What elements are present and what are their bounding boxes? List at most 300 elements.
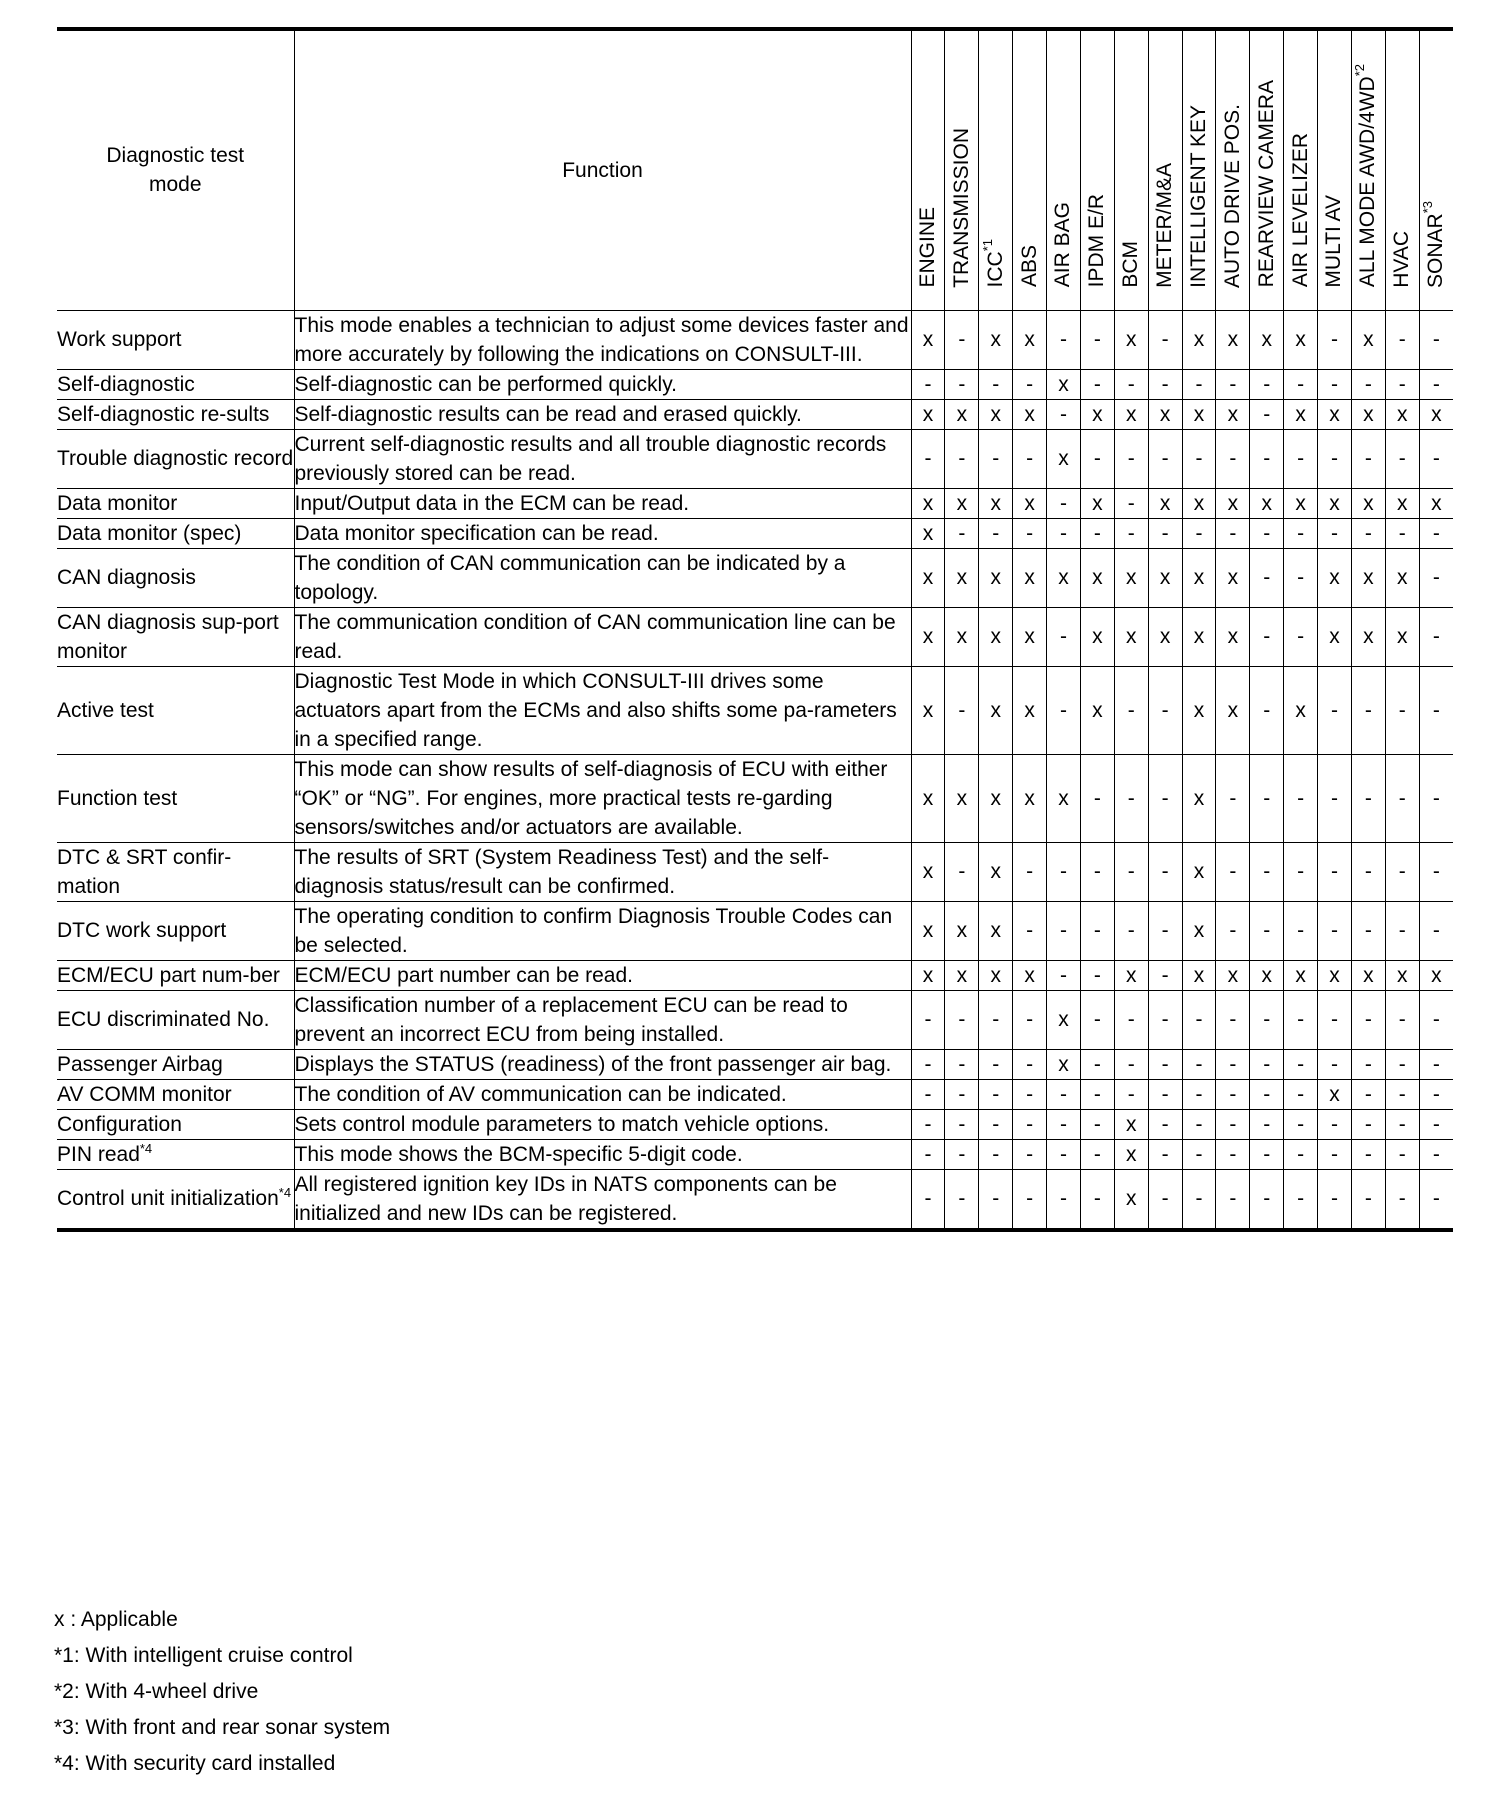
system-label: [1086, 194, 1108, 301]
mode-cell: [57, 842, 294, 901]
applicability-mark: x: [979, 842, 1013, 901]
applicability-mark: -: [1080, 1049, 1114, 1079]
applicability-mark: -: [911, 1139, 945, 1169]
applicability-mark: x: [911, 518, 945, 548]
applicability-mark: -: [1047, 518, 1081, 548]
applicability-mark: x: [1080, 548, 1114, 607]
applicability-mark: -: [1419, 1169, 1453, 1230]
applicability-mark: x: [979, 754, 1013, 842]
system-footnote-mark: *3: [1420, 200, 1436, 213]
applicability-mark: x: [1385, 399, 1419, 429]
applicability-mark: x: [1250, 310, 1284, 369]
applicability-mark: -: [1080, 1079, 1114, 1109]
applicability-mark: x: [1284, 488, 1318, 518]
applicability-mark: x: [1216, 548, 1250, 607]
applicability-mark: -: [1351, 1139, 1385, 1169]
header-system-icc: [979, 29, 1013, 310]
applicability-mark: x: [1013, 548, 1047, 607]
system-label: [1352, 64, 1380, 301]
applicability-mark: x: [1351, 960, 1385, 990]
table-row: [57, 429, 1453, 488]
applicability-mark: -: [1250, 518, 1284, 548]
header-system-hvac: [1385, 29, 1419, 310]
applicability-mark: -: [1114, 1049, 1148, 1079]
header-system-air-levelizer: [1284, 29, 1318, 310]
applicability-mark: -: [1284, 1169, 1318, 1230]
applicability-mark: x: [1114, 607, 1148, 666]
applicability-mark: -: [945, 1049, 979, 1079]
table-row: [57, 960, 1453, 990]
applicability-mark: -: [1351, 518, 1385, 548]
applicability-mark: x: [979, 960, 1013, 990]
applicability-mark: x: [1318, 399, 1352, 429]
applicability-mark: x: [911, 960, 945, 990]
applicability-mark: -: [1351, 754, 1385, 842]
applicability-mark: -: [1250, 666, 1284, 754]
function-cell: This mode can show results of self-diagnosis of ECU with either “OK” or “NG”. For engines, more practical tests re-garding sensors/switches and/or actuators are available.: [294, 754, 911, 842]
system-label-text: ICC: [983, 251, 1007, 288]
header-system-ipdm-e-r: [1080, 29, 1114, 310]
applicability-mark: x: [1013, 399, 1047, 429]
applicability-mark: x: [945, 901, 979, 960]
applicability-mark: x: [1114, 1109, 1148, 1139]
legend-item: *3: With front and rear sonar system: [54, 1716, 391, 1739]
applicability-mark: -: [945, 310, 979, 369]
applicability-mark: -: [1216, 1139, 1250, 1169]
applicability-mark: x: [1182, 901, 1216, 960]
applicability-mark: -: [1047, 607, 1081, 666]
applicability-mark: x: [1148, 548, 1182, 607]
applicability-mark: -: [1182, 990, 1216, 1049]
applicability-mark: x: [1385, 548, 1419, 607]
applicability-mark: x: [945, 488, 979, 518]
applicability-mark: x: [1114, 310, 1148, 369]
applicability-mark: -: [1250, 369, 1284, 399]
table-row: [57, 1139, 1453, 1169]
applicability-mark: -: [1114, 666, 1148, 754]
applicability-mark: x: [979, 666, 1013, 754]
applicability-mark: -: [1182, 1049, 1216, 1079]
applicability-mark: -: [1047, 960, 1081, 990]
applicability-mark: x: [1148, 607, 1182, 666]
applicability-mark: x: [1013, 310, 1047, 369]
system-label-text: MULTI AV: [1322, 194, 1346, 288]
mode-label: Configuration: [57, 1112, 182, 1136]
applicability-mark: x: [911, 548, 945, 607]
applicability-mark: -: [1284, 754, 1318, 842]
applicability-mark: -: [1216, 518, 1250, 548]
applicability-mark: -: [979, 1169, 1013, 1230]
applicability-mark: -: [1148, 666, 1182, 754]
mode-cell: [57, 1169, 294, 1230]
mode-footnote-mark: *4: [278, 1185, 292, 1200]
header-system-multi-av: [1318, 29, 1352, 310]
applicability-mark: -: [1419, 666, 1453, 754]
applicability-mark: x: [1318, 607, 1352, 666]
mode-label: Work support: [57, 328, 182, 351]
mode-cell: [57, 960, 294, 990]
applicability-mark: x: [1114, 1169, 1148, 1230]
applicability-mark: -: [1047, 901, 1081, 960]
applicability-mark: -: [1250, 842, 1284, 901]
applicability-mark: -: [1216, 1169, 1250, 1230]
applicability-mark: -: [1080, 960, 1114, 990]
applicability-mark: x: [1013, 488, 1047, 518]
applicability-mark: x: [945, 607, 979, 666]
header-system-meter-m-a: [1148, 29, 1182, 310]
applicability-mark: -: [1114, 990, 1148, 1049]
table-row: [57, 842, 1453, 901]
applicability-mark: -: [1318, 666, 1352, 754]
applicability-mark: x: [1114, 399, 1148, 429]
applicability-mark: -: [1351, 1169, 1385, 1230]
applicability-mark: -: [1013, 1169, 1047, 1230]
system-label: [979, 239, 1007, 301]
applicability-mark: -: [945, 1109, 979, 1139]
applicability-mark: -: [1250, 1049, 1284, 1079]
table-row: [57, 310, 1453, 369]
function-cell: Self-diagnostic results can be read and erased quickly.: [294, 399, 911, 429]
applicability-mark: -: [945, 369, 979, 399]
applicability-mark: -: [1080, 1139, 1114, 1169]
system-label-text: AUTO DRIVE POS.: [1220, 103, 1244, 288]
applicability-mark: x: [979, 399, 1013, 429]
applicability-mark: -: [1216, 754, 1250, 842]
applicability-mark: -: [1080, 310, 1114, 369]
applicability-mark: x: [1148, 488, 1182, 518]
applicability-mark: x: [911, 901, 945, 960]
applicability-mark: x: [1250, 488, 1284, 518]
applicability-mark: x: [979, 901, 1013, 960]
applicability-mark: -: [1182, 518, 1216, 548]
applicability-mark: x: [1114, 548, 1148, 607]
applicability-mark: -: [1148, 310, 1182, 369]
applicability-mark: -: [1318, 1109, 1352, 1139]
legend-item: x : Applicable: [54, 1608, 178, 1631]
applicability-mark: -: [1013, 990, 1047, 1049]
system-label: [1323, 195, 1345, 302]
applicability-mark: -: [1250, 399, 1284, 429]
applicability-mark: -: [1351, 990, 1385, 1049]
mode-label: CAN diagnosis sup-port monitor: [57, 610, 279, 663]
applicability-mark: x: [1114, 960, 1148, 990]
applicability-mark: x: [1216, 488, 1250, 518]
applicability-mark: -: [1250, 754, 1284, 842]
mode-cell: [57, 399, 294, 429]
applicability-mark: -: [1419, 310, 1453, 369]
table-row: [57, 754, 1453, 842]
applicability-mark: x: [1182, 666, 1216, 754]
applicability-mark: -: [1250, 429, 1284, 488]
applicability-mark: x: [1182, 607, 1216, 666]
table-row: [57, 1049, 1453, 1079]
header-system-intelligent-key: [1182, 29, 1216, 310]
header-system-air-bag: [1047, 29, 1081, 310]
applicability-mark: -: [1385, 666, 1419, 754]
legend-item: *2: With 4-wheel drive: [54, 1680, 259, 1703]
applicability-mark: x: [1114, 1139, 1148, 1169]
function-cell: Current self-diagnostic results and all trouble diagnostic records previously stored can be read.: [294, 429, 911, 488]
applicability-mark: x: [911, 754, 945, 842]
applicability-mark: -: [1047, 666, 1081, 754]
applicability-mark: -: [1250, 548, 1284, 607]
applicability-mark: -: [1385, 901, 1419, 960]
function-cell: Diagnostic Test Mode in which CONSULT-III drives some actuators apart from the ECMs and also shifts some pa-rameters in a specified range.: [294, 666, 911, 754]
mode-cell: [57, 1109, 294, 1139]
applicability-mark: x: [979, 488, 1013, 518]
applicability-mark: -: [1351, 901, 1385, 960]
applicability-mark: -: [1385, 1109, 1419, 1139]
applicability-mark: -: [1284, 548, 1318, 607]
applicability-mark: -: [1284, 369, 1318, 399]
applicability-mark: -: [1047, 1169, 1081, 1230]
applicability-mark: -: [1047, 842, 1081, 901]
applicability-mark: x: [945, 399, 979, 429]
applicability-mark: -: [1216, 429, 1250, 488]
applicability-mark: x: [1351, 607, 1385, 666]
function-cell: This mode shows the BCM-specific 5-digit code.: [294, 1139, 911, 1169]
applicability-mark: x: [1250, 960, 1284, 990]
applicability-mark: -: [1114, 369, 1148, 399]
applicability-mark: x: [1047, 548, 1081, 607]
applicability-mark: -: [1351, 842, 1385, 901]
applicability-mark: -: [1080, 901, 1114, 960]
applicability-mark: -: [1318, 518, 1352, 548]
mode-label: DTC & SRT confir-mation: [57, 845, 232, 898]
applicability-mark: x: [1284, 399, 1318, 429]
legend-item: *1: With intelligent cruise control: [54, 1644, 353, 1667]
applicability-mark: -: [1419, 1049, 1453, 1079]
applicability-mark: -: [1385, 1079, 1419, 1109]
function-cell: The operating condition to confirm Diagnosis Trouble Codes can be selected.: [294, 901, 911, 960]
applicability-mark: -: [1047, 1079, 1081, 1109]
applicability-mark: x: [979, 548, 1013, 607]
function-cell: Self-diagnostic can be performed quickly.: [294, 369, 911, 399]
mode-label: Self-diagnostic: [57, 372, 195, 396]
system-label: [1188, 105, 1210, 302]
system-label: [1391, 231, 1413, 302]
function-cell: Data monitor specification can be read.: [294, 518, 911, 548]
applicability-mark: -: [1148, 1139, 1182, 1169]
applicability-mark: -: [911, 1079, 945, 1109]
applicability-mark: -: [1080, 1109, 1114, 1139]
table-row: [57, 901, 1453, 960]
applicability-mark: -: [1318, 369, 1352, 399]
mode-cell: [57, 369, 294, 399]
applicability-mark: -: [1284, 429, 1318, 488]
applicability-mark: -: [1080, 518, 1114, 548]
applicability-mark: x: [1351, 548, 1385, 607]
system-label-text: SONAR: [1424, 212, 1448, 288]
applicability-mark: x: [1216, 666, 1250, 754]
applicability-mark: -: [1385, 1049, 1419, 1079]
applicability-mark: x: [1216, 399, 1250, 429]
applicability-mark: -: [1250, 901, 1284, 960]
applicability-mark: x: [1284, 666, 1318, 754]
mode-cell: [57, 1049, 294, 1079]
applicability-mark: -: [1013, 369, 1047, 399]
system-label-text: AIR BAG: [1051, 202, 1075, 288]
applicability-mark: x: [1318, 960, 1352, 990]
applicability-mark: -: [1148, 518, 1182, 548]
mode-label: Data monitor: [57, 491, 178, 515]
system-label-text: TRANSMISSION: [949, 127, 973, 288]
applicability-mark: -: [945, 1079, 979, 1109]
applicability-mark: -: [979, 518, 1013, 548]
applicability-mark: -: [1148, 901, 1182, 960]
applicability-mark: -: [1080, 842, 1114, 901]
legend-item: *4: With security card installed: [54, 1752, 336, 1775]
applicability-mark: -: [1148, 960, 1182, 990]
applicability-mark: x: [1216, 310, 1250, 369]
mode-label: Control unit initialization: [57, 1187, 279, 1210]
system-label: [1290, 133, 1312, 301]
applicability-mark: -: [1250, 990, 1284, 1049]
applicability-mark: -: [1148, 842, 1182, 901]
applicability-mark: -: [1351, 1079, 1385, 1109]
applicability-mark: -: [1419, 754, 1453, 842]
applicability-mark: -: [945, 1169, 979, 1230]
function-cell: The condition of AV communication can be indicated.: [294, 1079, 911, 1109]
applicability-mark: x: [1419, 960, 1453, 990]
applicability-mark: -: [1080, 1169, 1114, 1230]
applicability-mark: -: [1216, 842, 1250, 901]
applicability-mark: -: [1114, 429, 1148, 488]
applicability-mark: -: [1148, 1169, 1182, 1230]
applicability-mark: -: [1385, 369, 1419, 399]
applicability-mark: -: [1385, 429, 1419, 488]
applicability-mark: x: [1318, 1079, 1352, 1109]
applicability-mark: -: [1284, 518, 1318, 548]
applicability-mark: -: [979, 1079, 1013, 1109]
applicability-mark: -: [1148, 429, 1182, 488]
applicability-mark: -: [1182, 429, 1216, 488]
applicability-mark: -: [945, 1139, 979, 1169]
applicability-mark: -: [1114, 754, 1148, 842]
mode-cell: [57, 310, 294, 369]
mode-label: Passenger Airbag: [57, 1052, 223, 1076]
applicability-mark: -: [1114, 1079, 1148, 1109]
applicability-mark: -: [1216, 1049, 1250, 1079]
applicability-mark: x: [1080, 488, 1114, 518]
function-cell: Displays the STATUS (readiness) of the front passenger air bag.: [294, 1049, 911, 1079]
applicability-mark: x: [1318, 488, 1352, 518]
applicability-mark: -: [911, 429, 945, 488]
applicability-mark: x: [1013, 607, 1047, 666]
applicability-mark: -: [1182, 1109, 1216, 1139]
applicability-mark: x: [1047, 369, 1081, 399]
applicability-mark: -: [1182, 1079, 1216, 1109]
mode-label: Trouble diagnostic record: [57, 447, 294, 470]
header-system-transmission: [945, 29, 979, 310]
applicability-mark: -: [1385, 754, 1419, 842]
applicability-mark: -: [945, 990, 979, 1049]
applicability-mark: x: [1080, 666, 1114, 754]
system-label: [917, 207, 939, 302]
applicability-mark: -: [1114, 842, 1148, 901]
applicability-mark: -: [1351, 1109, 1385, 1139]
applicability-mark: -: [1250, 1079, 1284, 1109]
applicability-mark: -: [1047, 488, 1081, 518]
applicability-mark: x: [945, 754, 979, 842]
applicability-mark: -: [1284, 607, 1318, 666]
applicability-mark: -: [1318, 1049, 1352, 1079]
applicability-mark: -: [1182, 1139, 1216, 1169]
applicability-mark: -: [1216, 1079, 1250, 1109]
table-row: [57, 1169, 1453, 1230]
header-system-bcm: [1114, 29, 1148, 310]
applicability-mark: -: [1080, 754, 1114, 842]
applicability-mark: -: [1318, 754, 1352, 842]
system-label: [1154, 163, 1176, 302]
applicability-mark: -: [1351, 369, 1385, 399]
applicability-mark: -: [1013, 518, 1047, 548]
system-label-text: IPDM E/R: [1085, 194, 1109, 288]
system-label-text: REARVIEW CAMERA: [1254, 80, 1278, 288]
legend: [54, 1602, 390, 1782]
applicability-mark: -: [1419, 369, 1453, 399]
applicability-mark: -: [1419, 901, 1453, 960]
applicability-mark: x: [1047, 429, 1081, 488]
applicability-mark: -: [1419, 607, 1453, 666]
applicability-mark: -: [1013, 1139, 1047, 1169]
applicability-mark: x: [1080, 399, 1114, 429]
header-system-abs: [1013, 29, 1047, 310]
applicability-mark: x: [1385, 607, 1419, 666]
applicability-mark: -: [1419, 548, 1453, 607]
table-row: [57, 666, 1453, 754]
function-cell: ECM/ECU part number can be read.: [294, 960, 911, 990]
applicability-mark: x: [911, 310, 945, 369]
applicability-mark: -: [1351, 1049, 1385, 1079]
applicability-mark: x: [1419, 399, 1453, 429]
applicability-mark: -: [1318, 842, 1352, 901]
applicability-mark: -: [1148, 1079, 1182, 1109]
table-row: [57, 1109, 1453, 1139]
applicability-mark: -: [945, 666, 979, 754]
applicability-mark: x: [1047, 990, 1081, 1049]
applicability-mark: -: [1318, 1169, 1352, 1230]
applicability-mark: -: [1013, 1049, 1047, 1079]
applicability-mark: -: [1250, 1139, 1284, 1169]
applicability-mark: x: [1385, 488, 1419, 518]
applicability-mark: -: [979, 369, 1013, 399]
applicability-mark: x: [1013, 960, 1047, 990]
applicability-mark: -: [945, 518, 979, 548]
table-row: [57, 369, 1453, 399]
applicability-mark: -: [1216, 369, 1250, 399]
table-row: [57, 548, 1453, 607]
applicability-mark: -: [1013, 1079, 1047, 1109]
system-label: [1019, 245, 1041, 301]
table-row: [57, 488, 1453, 518]
applicability-mark: -: [1148, 369, 1182, 399]
mode-label: AV COMM monitor: [57, 1082, 232, 1106]
header-system-auto-drive-pos: [1216, 29, 1250, 310]
applicability-mark: x: [979, 607, 1013, 666]
applicability-mark: x: [1182, 488, 1216, 518]
mode-label: Active test: [57, 698, 154, 722]
applicability-mark: x: [1385, 960, 1419, 990]
system-label-text: BCM: [1119, 240, 1143, 288]
applicability-mark: x: [1351, 488, 1385, 518]
applicability-mark: x: [979, 310, 1013, 369]
function-cell: Classification number of a replacement ECU can be read to prevent an incorrect ECU from being installed.: [294, 990, 911, 1049]
header-system-rearview-camera: [1250, 29, 1284, 310]
applicability-mark: -: [1284, 901, 1318, 960]
system-footnote-mark: *1: [979, 239, 995, 252]
applicability-mark: x: [1284, 960, 1318, 990]
